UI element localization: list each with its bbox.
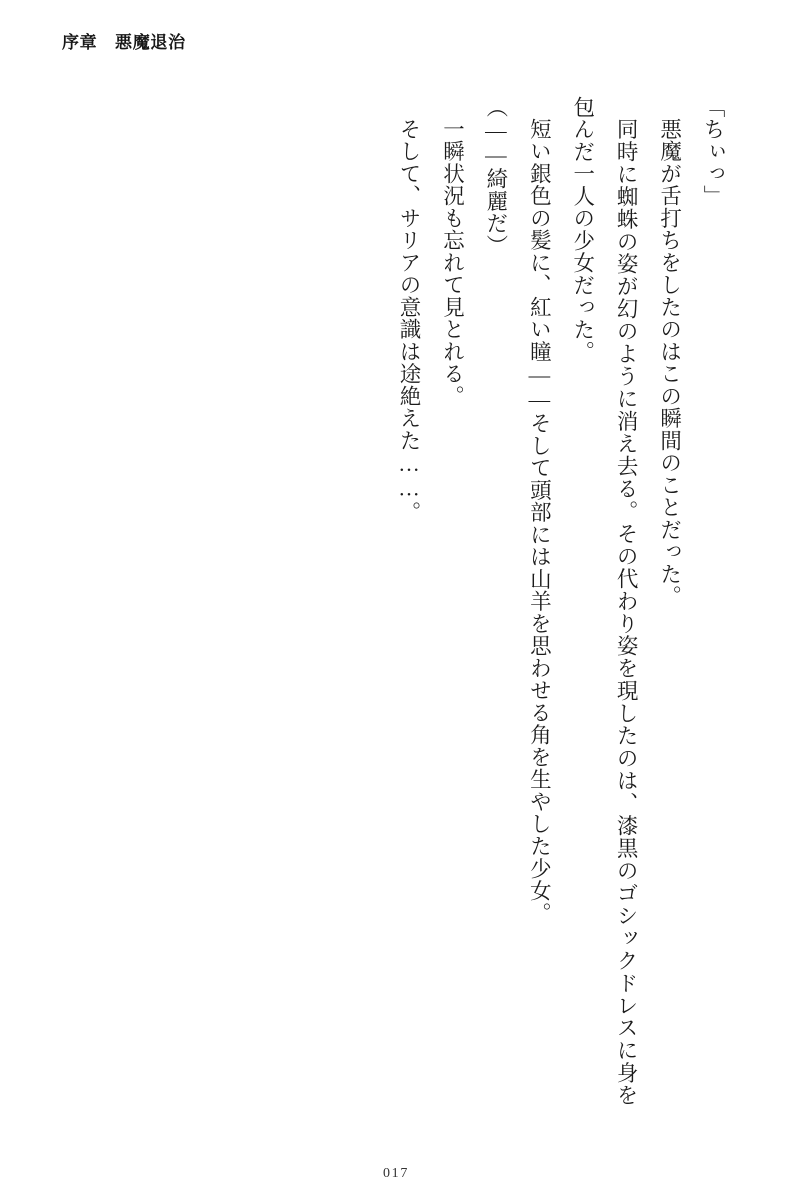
paragraph: 「ちぃっ」 <box>701 96 725 208</box>
paragraph: 一瞬状況も忘れて見とれる。 <box>440 117 465 407</box>
running-head: 序章 悪魔退治 <box>62 33 186 52</box>
paragraph: 悪魔が舌打ちをしたのはこの瞬間のことだった。 <box>657 117 682 608</box>
paragraph: そして、サリアの意識は途絶えた……。 <box>397 117 422 524</box>
body-text-block <box>387 96 734 1106</box>
page-number: 017 <box>382 1166 410 1181</box>
paragraph: （――綺麗だ） <box>483 96 508 257</box>
paragraph: 同時に蜘蛛の姿が幻のように消え去る。その代わり姿を現したのは、漆黒のゴシックドレスに身を包んだ一人の少女だった。 <box>570 96 639 1106</box>
paragraph: 短い銀色の髪に、紅い瞳――そして頭部には山羊を思わせる角を生やした少女。 <box>527 117 552 924</box>
